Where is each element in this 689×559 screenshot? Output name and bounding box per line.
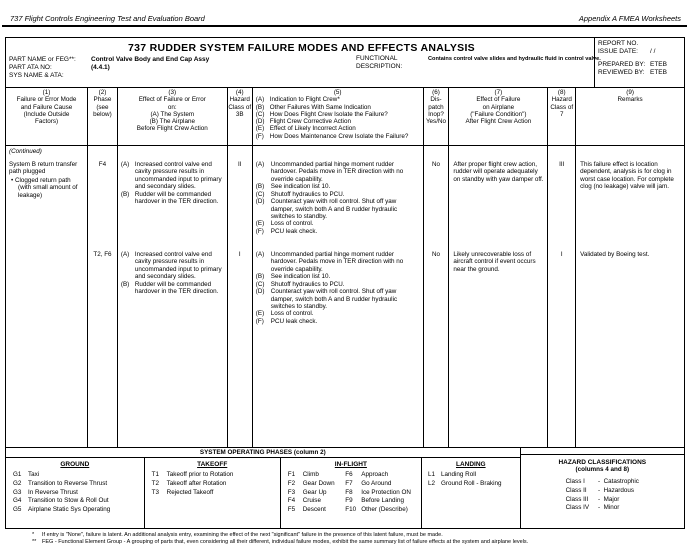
item-text: Loss of control. (270, 310, 314, 318)
cell-spacer (576, 148, 684, 161)
phase-item (422, 471, 520, 480)
item-text: Rudder will be commanded hardover in the TER direction. (134, 280, 219, 296)
hazard-class-desc: Major (603, 495, 620, 503)
phase-label: Ground Roll - Braking (440, 479, 502, 487)
effect-item (118, 281, 227, 296)
header-item (256, 125, 421, 132)
item-tag: (C) (255, 190, 265, 198)
item-text: See indication list 10. (270, 273, 331, 281)
hazard-class-item (566, 478, 639, 487)
item-text: How Does Flight Crew Isolate the Failure? (269, 110, 388, 118)
item-tag: (D) (255, 288, 265, 296)
hazard-classifications-title: HAZARD CLASSIFICATIONS (558, 459, 647, 466)
col-header-text: Phase (see below) (93, 96, 112, 118)
item-text: Rudder will be commanded hardover in the TER direction. (134, 190, 219, 206)
col-number: (1) (42, 89, 51, 96)
col-header-text: Failure or Error Mode and Failure Cause (Include Outside Factors) (16, 96, 77, 126)
phase-label: Go Around (361, 479, 392, 487)
item-text: Increased control valve end cavity pressure results in uncommanded input to primary and secondary slides. (134, 161, 222, 191)
item-text: Loss of control. (270, 220, 314, 228)
col-header-effect-after (449, 88, 548, 145)
indication-item (253, 288, 423, 310)
functional-description-field (356, 55, 601, 72)
cell-spacer (424, 148, 449, 161)
footnote-2-text: FEG - Functional Element Group - A grouping of parts that, even considering all their different, individual failure modes, exhibit the same summary list of failure effects at the system and airplane levels. (42, 539, 529, 546)
phase-entry-2: T2, F6 (93, 251, 112, 258)
hazard-7-entry-1: III (559, 161, 565, 168)
item-text: Indication to Flight Crew* (269, 96, 340, 104)
indication-entry-1 (253, 161, 423, 251)
takeoff-title: TAKEOFF (197, 461, 228, 468)
col-header-hazard-3b (228, 88, 253, 145)
col-number: (8) (557, 89, 566, 96)
phase-label: Airplane Static Sys Operating (28, 506, 111, 514)
item-tag: (A) (255, 251, 265, 258)
footnote-2-marker: ** (32, 539, 37, 546)
item-tag: (A) (255, 161, 265, 168)
title-block-left (6, 38, 601, 87)
item-text: How Does Maintenance Crew Isolate the Failure? (269, 132, 409, 140)
hazard-class-label: Class III (565, 495, 589, 503)
header-item (256, 104, 421, 111)
item-text: See indication list 10. (270, 183, 331, 191)
hazard-class-item (566, 487, 639, 496)
col-header-text: Effect of Failure on Airplane ("Failure Condition") After Flight Crew Action (465, 96, 532, 126)
phase-code: F1 (287, 471, 296, 478)
indication-entry-2 (253, 251, 423, 325)
col-number: (6) (432, 89, 440, 96)
col-number: (4) (235, 89, 244, 96)
phase-label: Takeoff prior to Rotation (166, 471, 234, 478)
running-header-left: 737 Flight Controls Engineering Test and Evaluation Board (10, 14, 205, 23)
phase-code: F10 (345, 506, 357, 514)
functional-description-label: FUNCTIONAL DESCRIPTION: (356, 55, 403, 71)
phase-cell (88, 146, 118, 447)
footnote-1-text: If entry is "None", failure is latent. An additional analysis entry, examining the effect of the next "significant" failure in the presence of this latent failure, must be made. (42, 532, 443, 538)
phase-code: G2 (13, 479, 22, 487)
item-tag: (A) (255, 96, 265, 104)
phase-item (6, 489, 144, 498)
phase-label: Cruise (302, 497, 321, 505)
cell-spacer (253, 148, 423, 161)
col-number: (7) (494, 89, 503, 96)
worksheet-frame (5, 37, 685, 529)
effect-item (118, 251, 227, 281)
phase-code: F9 (345, 497, 353, 505)
part-ata-value: (4.4.1) (91, 64, 110, 72)
item-text: Uncommanded partial hinge moment rudder hardover. Pedals move in TER direction with no override capability. (270, 161, 404, 183)
phase-label: Takeoff after Rotation (166, 479, 227, 487)
cell-spacer (548, 148, 575, 161)
header-item (256, 118, 421, 125)
hazard-class-desc: Hazardous (603, 486, 635, 494)
item-tag: (F) (255, 317, 264, 325)
operating-phases-band-title: SYSTEM OPERATING PHASES (column 2) (6, 448, 520, 458)
phase-label: Before Landing (361, 497, 404, 505)
hazard-3b-entry-1: II (237, 161, 242, 168)
col-number: (2) (98, 89, 107, 96)
item-tag: (B) (120, 190, 130, 198)
hazard-class-separator: - (598, 478, 601, 485)
item-tag: (A) (120, 161, 130, 168)
item-tag: (F) (255, 132, 264, 140)
footnote-1-marker: * (32, 532, 35, 538)
item-text: Counteract yaw with roll control. Shut off yaw damper, switch both A and B rudder hydraulic switches to standby. (270, 288, 398, 310)
indication-cell (253, 146, 424, 447)
item-text: Shutoff hydraulics to PCU. (270, 280, 345, 288)
item-tag: (C) (255, 280, 265, 288)
phase-item (145, 480, 280, 489)
indication-item (253, 281, 423, 288)
phase-code: G5 (13, 506, 22, 514)
phase-code: F3 (287, 488, 296, 496)
phase-label: Transition to Stow & Roll Out (28, 497, 109, 505)
operating-phases-box (6, 448, 521, 528)
hazard-7-entry-2: I (560, 251, 563, 258)
indication-item (253, 228, 423, 235)
col-header-text: Hazard Class of 3B (228, 96, 252, 118)
col-header-remarks (576, 88, 684, 145)
inflight-phase-column (281, 458, 422, 528)
hazard-class-label: Class II (565, 486, 587, 494)
issue-date-line (598, 48, 682, 56)
col-number: (3) (168, 89, 177, 96)
item-tag: (C) (255, 110, 265, 118)
phase-item (281, 506, 346, 515)
hazard-3b-cell (228, 146, 253, 447)
col-number: (5) (333, 89, 342, 96)
phase-label: Rejected Takeoff (166, 488, 214, 496)
phase-item (6, 497, 144, 506)
running-header-right: Appendix A FMEA Worksheets (578, 14, 681, 23)
part-name-value: Control Valve Body and End Cap Assy (91, 56, 210, 63)
hazard-7-cell (548, 146, 576, 447)
phase-item (6, 480, 144, 489)
prepared-by-line (598, 61, 682, 69)
item-tag: (B) (255, 103, 265, 111)
col-header-effect (118, 88, 228, 145)
inflight-subcolumn-2 (345, 471, 421, 515)
report-no-line (598, 40, 682, 48)
footnote-1 (32, 532, 659, 539)
hazard-class-item (566, 496, 639, 505)
col-number: (9) (626, 89, 634, 96)
item-text: Shutoff hydraulics to PCU. (270, 190, 345, 198)
phase-code: T2 (151, 479, 160, 487)
table-header-row (6, 88, 684, 146)
table-body (6, 146, 684, 448)
hazard-classifications-subtitle: (columns 4 and 8) (575, 466, 630, 473)
report-no-label: REPORT NO. (598, 40, 639, 47)
hazard-classification-area (521, 448, 684, 528)
col-header-text: Dis- patch Inop? Yes/No (425, 96, 447, 126)
phase-item (345, 480, 421, 489)
effect-entry-2 (118, 251, 227, 296)
reviewed-by-line (598, 69, 682, 77)
item-tag: (E) (255, 125, 265, 133)
phase-code: F8 (345, 488, 353, 496)
cell-spacer (449, 148, 547, 161)
phase-item (345, 471, 421, 480)
legend-section (6, 448, 684, 528)
item-tag: (B) (255, 273, 265, 281)
remarks-entry-1: This failure effect is location dependent, analysis is for clog in worst case location. For complete clog (no leakage) valve will jam. (580, 161, 674, 191)
phase-item (345, 497, 421, 506)
phase-item (281, 471, 346, 480)
item-text: Effect of Likely Incorrect Action (269, 125, 356, 133)
phase-code: T3 (151, 488, 160, 496)
item-text: Other Failures With Same Indication (269, 103, 371, 111)
phase-label: Ice Protection ON (361, 488, 411, 496)
hazard-class-separator: - (598, 504, 601, 512)
issue-date-label: ISSUE DATE: (598, 48, 638, 56)
running-header (2, 0, 687, 27)
phase-item (281, 480, 346, 489)
item-text: Uncommanded partial hinge moment rudder hardover. Pedals move in TER direction with no override capability. (270, 251, 404, 273)
col-header-text: Effect of Failure or Error on: (A) The System (B) The Airplane Before Flight Crew Action (136, 96, 208, 133)
effect-after-entry-1: After proper flight crew action, rudder will operate adequately on standby with yaw damper off. (453, 161, 544, 183)
phase-code: G3 (13, 488, 22, 496)
dispatch-entry-2: No (431, 251, 441, 258)
item-text: Increased control valve end cavity pressure results in uncommanded input to primary and secondary slides. (134, 251, 222, 281)
phase-code: G4 (13, 497, 22, 505)
cell-spacer (228, 148, 252, 161)
hazard-class-label: Class I (565, 478, 585, 485)
effect-after-entry-2: Likely unrecoverable loss of aircraft control if event occurs near the ground. (453, 251, 536, 273)
indication-item (253, 273, 423, 280)
functional-description-value: Contains control valve slides and hydraulic fluid in control valve. (428, 56, 601, 62)
hazard-class-item (566, 504, 639, 513)
header-item (256, 96, 421, 103)
failure-mode-cell (6, 146, 88, 447)
indication-item (253, 220, 423, 227)
hazard-class-label: Class IV (565, 504, 590, 512)
phase-item (145, 489, 280, 498)
worksheet-title: 737 RUDDER SYSTEM FAILURE MODES AND EFFECTS ANALYSIS (128, 42, 475, 54)
phase-item (345, 489, 421, 498)
issue-date-value: / / (650, 48, 656, 56)
footnotes (0, 529, 689, 547)
header-item (256, 133, 421, 140)
item-tag: (B) (255, 183, 265, 191)
phase-item (422, 480, 520, 489)
part-ata-label: PART ATA NO: (9, 64, 52, 72)
ground-phase-column (6, 458, 145, 528)
phase-label: Gear Down (302, 479, 335, 487)
phase-entry-1: F4 (98, 161, 107, 168)
item-tag: (E) (255, 220, 265, 228)
cell-spacer (118, 148, 227, 161)
remarks-entry-2: Validated by Boeing test. (580, 251, 650, 258)
footnote-2 (32, 539, 659, 546)
effect-item (118, 191, 227, 206)
indication-item (253, 198, 423, 220)
phase-code: F5 (287, 506, 296, 514)
hazard-classification-box (521, 454, 684, 528)
hazard-3b-entry-2: I (238, 251, 241, 258)
item-tag: (D) (255, 198, 265, 206)
dispatch-entry-1: No (431, 161, 441, 168)
col-header-text: Remarks (617, 96, 643, 104)
hazard-class-desc: Minor (603, 504, 620, 512)
title-block (6, 38, 684, 88)
phase-code: T1 (151, 471, 160, 478)
phase-item (345, 506, 421, 515)
col-header-hazard-7 (548, 88, 576, 145)
effect-cell (118, 146, 228, 447)
phase-code: G1 (13, 471, 22, 478)
inflight-subcolumns (281, 471, 421, 515)
inflight-subcolumn-1 (281, 471, 346, 515)
cell-spacer (88, 148, 117, 161)
phase-code: L1 (427, 471, 435, 478)
sys-name-label: SYS NAME & ATA: (9, 72, 64, 80)
indication-item (253, 183, 423, 190)
item-tag: (E) (255, 310, 265, 318)
phase-item (6, 506, 144, 515)
phase-label: Transition to Reverse Thrust (28, 479, 108, 487)
indication-item (253, 318, 423, 325)
prepared-by-label: PREPARED BY: (598, 60, 646, 68)
phase-item (281, 497, 346, 506)
takeoff-phase-column (145, 458, 281, 528)
hazard-class-desc: Catastrophic (603, 478, 639, 485)
col-header-text: Hazard Class of 7 (550, 96, 574, 118)
item-text: Counteract yaw with roll control. Shut off yaw damper, switch both A and B rudder hydraulic switches to standby. (270, 198, 398, 220)
item-text: Flight Crew Corrective Action (269, 118, 351, 126)
item-tag: (B) (120, 280, 130, 288)
part-name-label: PART NAME or FEG**: (9, 56, 76, 63)
phase-label: In Reverse Thrust (28, 488, 78, 496)
indication-item (253, 161, 423, 183)
col-header-dispatch (424, 88, 450, 145)
inflight-title: IN-FLIGHT (334, 461, 367, 468)
remarks-cell (576, 146, 684, 447)
landing-phase-column (422, 458, 520, 528)
landing-title: LANDING (455, 461, 486, 468)
effect-entry-1 (118, 161, 227, 251)
phase-code: L2 (427, 479, 435, 487)
phase-item (6, 471, 144, 480)
item-tag: (D) (255, 118, 265, 126)
phase-label: Descent (302, 506, 326, 514)
phase-code: F6 (345, 471, 353, 478)
phase-label: Climb (302, 471, 319, 478)
ground-title: GROUND (60, 461, 90, 468)
failure-mode-title: System B return transfer path plugged (9, 161, 78, 176)
hazard-class-list (566, 478, 639, 513)
item-text: PCU leak check. (270, 317, 318, 325)
phase-item (145, 471, 280, 480)
dispatch-cell (424, 146, 450, 447)
continued-note: (Continued) (9, 148, 42, 155)
reviewed-by-label: REVIEWED BY: (598, 69, 645, 77)
col-header-item-list (253, 96, 423, 140)
item-tag: (A) (120, 251, 130, 258)
effect-after-cell (449, 146, 548, 447)
indication-item (253, 310, 423, 317)
phase-label: Approach (361, 471, 389, 478)
sys-name-field (9, 72, 594, 80)
report-box (594, 38, 684, 87)
col-header-indication (253, 88, 424, 145)
indication-item (253, 251, 423, 273)
item-text: PCU leak check. (270, 227, 318, 235)
col-header-failure-mode (6, 88, 88, 145)
prepared-by-value: ETEB (650, 60, 667, 68)
phase-code: F7 (345, 479, 353, 487)
phase-label: Gear Up (302, 488, 327, 496)
header-item (256, 111, 421, 118)
item-tag: (F) (255, 227, 264, 235)
hazard-class-separator: - (598, 486, 601, 494)
phase-code: F4 (287, 497, 296, 505)
phase-item (281, 489, 346, 498)
indication-item (253, 191, 423, 198)
phase-code: F2 (287, 479, 296, 487)
phase-columns (6, 458, 520, 528)
reviewed-by-value: ETEB (650, 69, 667, 77)
hazard-class-separator: - (598, 495, 601, 503)
phase-label: Taxi (28, 471, 40, 478)
effect-item (118, 161, 227, 191)
phase-label: Landing Roll (440, 471, 476, 478)
phase-label: Other (Describe) (361, 506, 408, 514)
col-header-phase (88, 88, 118, 145)
failure-cause-bullet: • Clogged return path (with small amount of leakage) (11, 176, 78, 199)
